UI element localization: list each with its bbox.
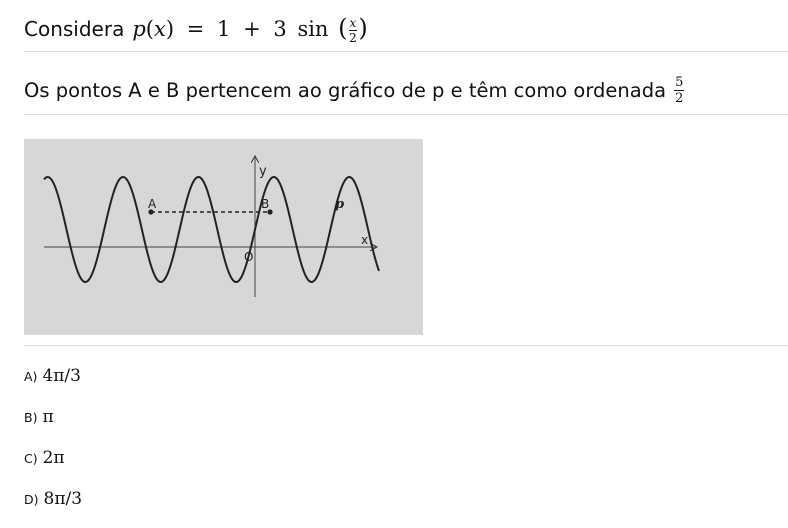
question-statement (24, 76, 685, 105)
option-letter: D) (24, 491, 39, 507)
equals-sign: = (186, 17, 205, 41)
question-title (24, 14, 368, 44)
argument-fraction (349, 17, 358, 44)
statement-text: Os pontos A e B pertencem ao gráfico de p e têm como ordenada (24, 79, 667, 102)
trig-function: sin (297, 17, 329, 41)
label-y: y (259, 164, 267, 179)
fraction-numerator: x (349, 16, 357, 30)
option-value: 4π/3 (42, 366, 81, 386)
option-letter: C) (24, 450, 38, 466)
divider (24, 345, 788, 346)
divider (24, 114, 788, 115)
label-a: A (148, 197, 157, 211)
function-variable: x (154, 17, 166, 41)
coefficient: 3 (273, 17, 287, 41)
fraction-denominator: 2 (349, 31, 357, 45)
ordinate-denominator: 2 (675, 91, 684, 106)
question-intro: Considera (24, 17, 125, 41)
function-name: p (132, 17, 146, 41)
function-expression: p(x) = 1 + 3 sin ( $\frac{x}{2}$ ) (132, 14, 368, 45)
option-letter: B) (24, 409, 38, 425)
option-value: 8π/3 (43, 489, 83, 509)
graph-figure (24, 139, 423, 335)
label-x: x (361, 233, 369, 247)
label-b: B (261, 197, 270, 211)
label-origin: O (244, 250, 254, 264)
option-a[interactable] (24, 366, 81, 386)
constant-term: 1 (217, 17, 231, 41)
option-value: 2π (42, 448, 65, 468)
option-letter: A) (24, 368, 38, 384)
ordinate-fraction (674, 76, 684, 105)
ordinate-numerator: 5 (675, 75, 684, 90)
option-d[interactable] (24, 489, 82, 509)
option-value: π (42, 407, 54, 427)
divider (24, 51, 788, 52)
option-b[interactable] (24, 407, 54, 427)
function-curve (44, 177, 379, 282)
plus-sign: + (243, 17, 261, 41)
sine-graph (24, 139, 423, 335)
option-c[interactable] (24, 448, 65, 468)
label-p: p (335, 197, 345, 212)
